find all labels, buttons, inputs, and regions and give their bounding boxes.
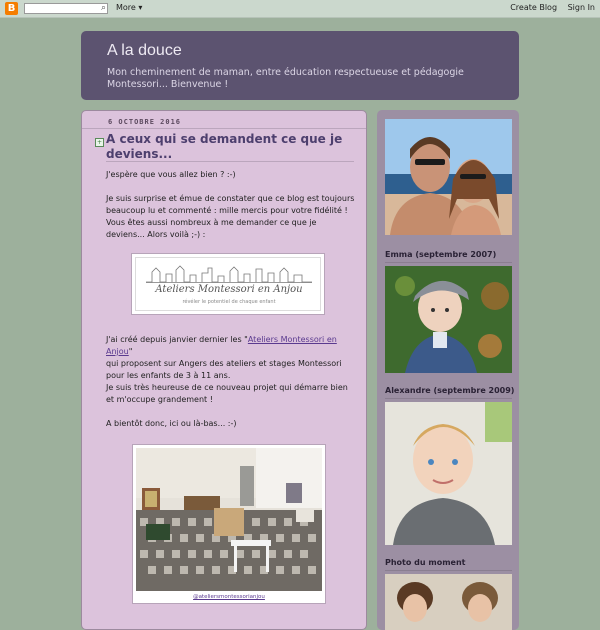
blog-header [81, 31, 519, 100]
post-paragraph: J'espère que vous allez bien ? :-) [106, 170, 236, 179]
post-paragraph: qui proposent sur Angers des ateliers et stages Montessori pour les enfants de 3 à 11 ans. [106, 359, 342, 380]
blogger-navbar [0, 0, 600, 18]
title-divider [106, 161, 354, 162]
search-input[interactable] [24, 3, 108, 14]
ateliers-link[interactable]: Ateliers Montessori en Anjou [106, 335, 337, 356]
post-title[interactable]: A ceux qui se demandent ce que je deviens... [106, 132, 343, 161]
moment-image [385, 574, 512, 630]
alexandre-image [385, 402, 512, 545]
post-body-continued [106, 334, 356, 430]
post-paragraph: Je suis très heureuse de ce nouveau projet qui démarre bien et m'occupe grandement ! [106, 383, 348, 404]
post-date: 6 OCTOBRE 2016 [108, 118, 182, 126]
post-column [81, 110, 367, 630]
sign-in-link[interactable]: Sign In [567, 3, 595, 12]
widget-divider [385, 262, 512, 263]
blogger-logo-icon[interactable]: B [5, 2, 18, 15]
post-body [106, 169, 356, 241]
blog-description: Mon cheminement de maman, entre éducation respectueuse et pédagogie Montessori... Bienvenue ! [107, 67, 464, 90]
photo-moment-widget-title: Photo du moment [385, 558, 466, 567]
search-icon[interactable]: ⌕ [100, 3, 106, 13]
logo-tagline: révéler le potentiel de chaque enfant [182, 299, 276, 305]
date-divider [82, 128, 366, 129]
logo-name: Ateliers Montessori en Anjou [155, 284, 303, 295]
post-paragraph: J'ai créé depuis janvier dernier les "Ateliers Montessori en Anjou" [106, 335, 337, 356]
city-skyline-icon [146, 264, 312, 284]
more-menu-button[interactable]: More ▾ [116, 3, 143, 12]
emma-widget-title: Emma (septembre 2007) [385, 250, 497, 259]
classroom-image [136, 448, 322, 591]
post-link-icon[interactable]: + [96, 139, 103, 146]
couple-photo[interactable] [385, 119, 512, 235]
alexandre-widget-title: Alexandre (septembre 2009) [385, 386, 515, 395]
photo-caption-link[interactable]: @ateliersmontessorianjou [193, 594, 265, 600]
widget-divider [385, 570, 512, 571]
couple-image [385, 119, 512, 235]
post-paragraph: A bientôt donc, ici ou là-bas... :-) [106, 419, 237, 428]
emma-image [385, 266, 512, 373]
emma-photo[interactable] [385, 266, 512, 373]
moment-photo[interactable] [385, 574, 512, 630]
sidebar [377, 110, 519, 630]
create-blog-link[interactable]: Create Blog [510, 3, 558, 12]
blog-title[interactable]: A la douce [107, 42, 182, 59]
ateliers-logo-image[interactable] [131, 253, 325, 315]
alexandre-photo[interactable] [385, 402, 512, 545]
classroom-photo[interactable] [132, 444, 326, 604]
widget-divider [385, 398, 512, 399]
post-paragraph: Je suis surprise et émue de constater que ce blog est toujours beaucoup lu et commenté : mille mercis pour votre fidélité ! Vous êtes aussi nombreux à me demander ce que je deviens... Alors voilà ;-) : [106, 194, 355, 239]
